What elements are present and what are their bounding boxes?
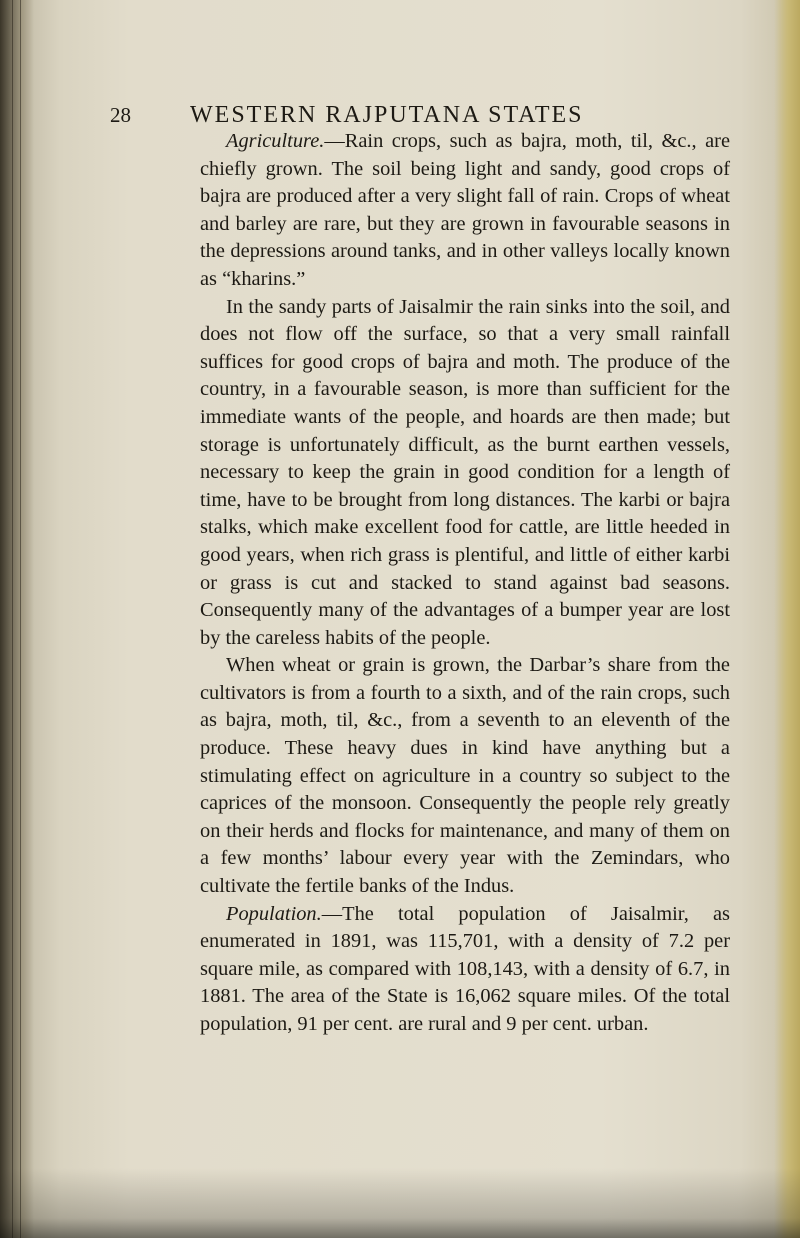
binding-shadow xyxy=(0,0,34,1238)
paragraph-text: —Rain crops, such as bajra, moth, til, &c., are chiefly grown. The soil being light and sandy, good crops of bajra are produced after a very slight fall of rain. Crops of wheat and barley are rare, but they are grown in favourable seasons in the depressions around tanks, and in other valleys locally known as “kharins.” xyxy=(200,130,730,290)
page-body xyxy=(200,128,730,1039)
paragraph xyxy=(200,901,730,1039)
binding-line xyxy=(12,0,13,1238)
page-number: 28 xyxy=(110,103,131,127)
paragraph-text: —The total population of Jaisalmir, as enumerated in 1891, was 115,701, with a density of 7.2 per square mile, as compared with 108,143, with a density of 6.7, in 1881. The area of the State is 16,062 square miles. Of the total population, 91 per cent. are rural and 9 per cent. urban. xyxy=(200,902,730,1035)
paragraph xyxy=(200,128,730,294)
section-heading: Population. xyxy=(226,902,322,925)
section-heading: Agriculture. xyxy=(226,130,325,152)
running-header xyxy=(110,102,730,129)
paragraph-text: In the sandy parts of Jaisalmir the rain sinks into the soil, and does not flow off the surface, so that a very small rainfall suffices for good crops of bajra and moth. The produce of the country, in a favourable season, is more than sufficient for the immediate wants of the people, and hoards are then made; but storage is unfortunately difficult, as the burnt earthen vessels, necessary to keep the grain in good condition for a length of time, have to be brought from long distances. The karbi or bajra stalks, which make excellent food for cattle, are little heeded in good years, when rich grass is plentiful, and little of either karbi or grass is cut and stacked to stand against bad seasons. Consequently many of the advantages of a bumper year are lost by the careless habits of the people. xyxy=(200,295,730,649)
paragraph xyxy=(200,294,730,653)
running-title: WESTERN RAJPUTANA STATES xyxy=(190,102,584,128)
binding-line xyxy=(20,0,21,1238)
bottom-shadow xyxy=(0,1168,800,1238)
paragraph xyxy=(200,652,730,900)
paragraph-text: When wheat or grain is grown, the Darbar’s share from the cultivators is from a fourth to a sixth, and of the rain crops, such as bajra, moth, til, &c., from a seventh to an eleventh of the produce. These heavy dues in kind have anything but a stimulating effect on agriculture in a country so subject to the caprices of the monsoon. Consequently the people rely greatly on their herds and flocks for maintenance, and many of them on a few months’ labour every year with the Zemindars, who cultivate the fertile banks of the Indus. xyxy=(200,654,730,898)
page-edge xyxy=(774,0,800,1238)
